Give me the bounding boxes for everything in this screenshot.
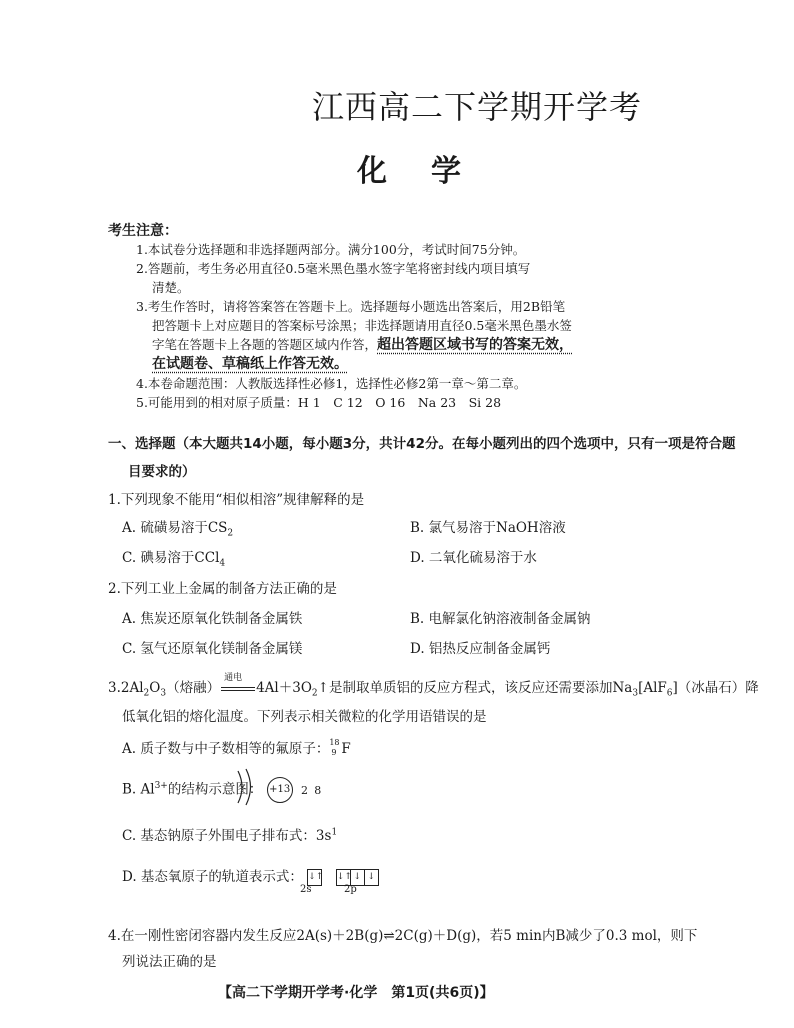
notice-item-4: 4.本卷命题范围：人教版选择性必修1，选择性必修2第一章～第二章。: [136, 376, 527, 391]
q3-stem-cont: 低氧化铝的熔化温度。下列表示相关微粒的化学用语错误的是: [122, 709, 487, 725]
q3-option-a: A. 质子数与中子数相等的氟原子： 18 9 F: [122, 737, 351, 757]
q1-option-a: A. 硫磺易溶于$CS_2$: [122, 520, 234, 539]
q2-stem: 2.下列工业上金属的制备方法正确的是: [108, 581, 337, 597]
notice-item-3-cont2: [152, 335, 573, 355]
q1-stem: 1.下列现象不能用“相似相溶”规律解释的是: [108, 492, 365, 508]
notice-item-1: 1.本试卷分选择题和非选择题两部分。满分100分，考试时间75分钟。: [136, 242, 526, 257]
notice-emphasis-1: 超出答题区域书写的答案无效，: [377, 337, 574, 353]
q4-stem: 4.在一刚性密闭容器内发生反应2A(s)＋2B(g)⇌2C(g)＋D(g)，若5 min内B减少了0.3 mol，则下: [108, 928, 698, 944]
notice-item-2: 2.答题前，考生务必用直径0.5毫米黑色墨水签字笔将密封线内项目填写: [136, 261, 531, 276]
section-heading-cont: 目要求的）: [128, 464, 196, 480]
electrolysis-arrow: 通电: [220, 680, 256, 696]
electron-shell-1: 2: [300, 783, 308, 797]
q1-option-b: B. 氯气易溶于NaOH溶液: [410, 520, 566, 536]
q3-option-c: C. 基态钠原子外围电子排布式：$3s^1$: [122, 827, 338, 844]
notice-title: 考生注意：: [108, 223, 178, 239]
notice-item-2-cont: 清楚。: [152, 280, 190, 295]
page-footer: 【高二下学期开学考·化学 第1页(共6页)】: [218, 985, 494, 1001]
shell-arcs: [228, 767, 268, 807]
orbital-2p-1: ↓↑: [336, 869, 351, 886]
q4-stem-cont: 列说法正确的是: [122, 954, 217, 970]
q1-option-d: D. 二氧化硫易溶于水: [410, 550, 537, 566]
orbital-2p-3: ↓: [364, 869, 379, 886]
q3-option-d: D. 基态氧原子的轨道表示式： ↓↑ ↓↑ ↓ ↓: [122, 865, 378, 886]
orbital-label-2s: 2s: [300, 884, 312, 895]
notice-item-3: 3.考生作答时，请将答案答在答题卡上。选择题每小题选出答案后，用2B铅笔: [136, 299, 566, 314]
q3-stem: $3.2Al_2O_3$（熔融） 通电 $4Al+3O_2↑$是制取单质铝的反应方程式，该反应还需要添加$Na_3[AlF_6]$（冰晶石）降: [108, 673, 759, 699]
notice-emphasis-2: 在试题卷、草稿纸上作答无效。: [152, 356, 348, 372]
q1-option-c: C. 碘易溶于CCl$_4$: [122, 550, 226, 569]
exam-subject: 化学: [357, 154, 505, 189]
q2-option-d: D. 铝热反应制备金属钙: [410, 641, 551, 657]
notice-item-5: 5.可能用到的相对原子质量：H 1 C 12 O 16 Na 23 Si 28: [136, 395, 502, 410]
notice-item-3-text: 字笔在答题卡上各题的答题区域内作答，: [152, 337, 378, 352]
q3-option-b: B. $Al^{3+}$的结构示意图： +13 2 8: [122, 777, 321, 803]
orbital-label-2p: 2p: [344, 884, 357, 895]
nucleus-circle: +13: [267, 777, 293, 803]
electron-shell-2: 8: [314, 783, 322, 797]
section-heading: 一、选择题（本大题共14小题，每小题3分，共计42分。在每小题列出的四个选项中，只有一项是符合题: [108, 436, 736, 452]
exam-title: 江西高二下学期开学考: [312, 88, 643, 126]
q2-option-b: B. 电解氯化钠溶液制备金属钠: [410, 611, 591, 627]
q2-option-a: A. 焦炭还原氧化铁制备金属铁: [122, 611, 303, 627]
notice-item-3-cont1: 把答题卡上对应题目的答案标号涂黑；非选择题请用直径0.5毫米黑色墨水签: [152, 318, 572, 333]
q2-option-c: C. 氢气还原氧化镁制备金属镁: [122, 641, 303, 657]
orbital-2p-2: ↓: [350, 869, 365, 886]
orbital-2s: ↓↑: [307, 869, 322, 886]
